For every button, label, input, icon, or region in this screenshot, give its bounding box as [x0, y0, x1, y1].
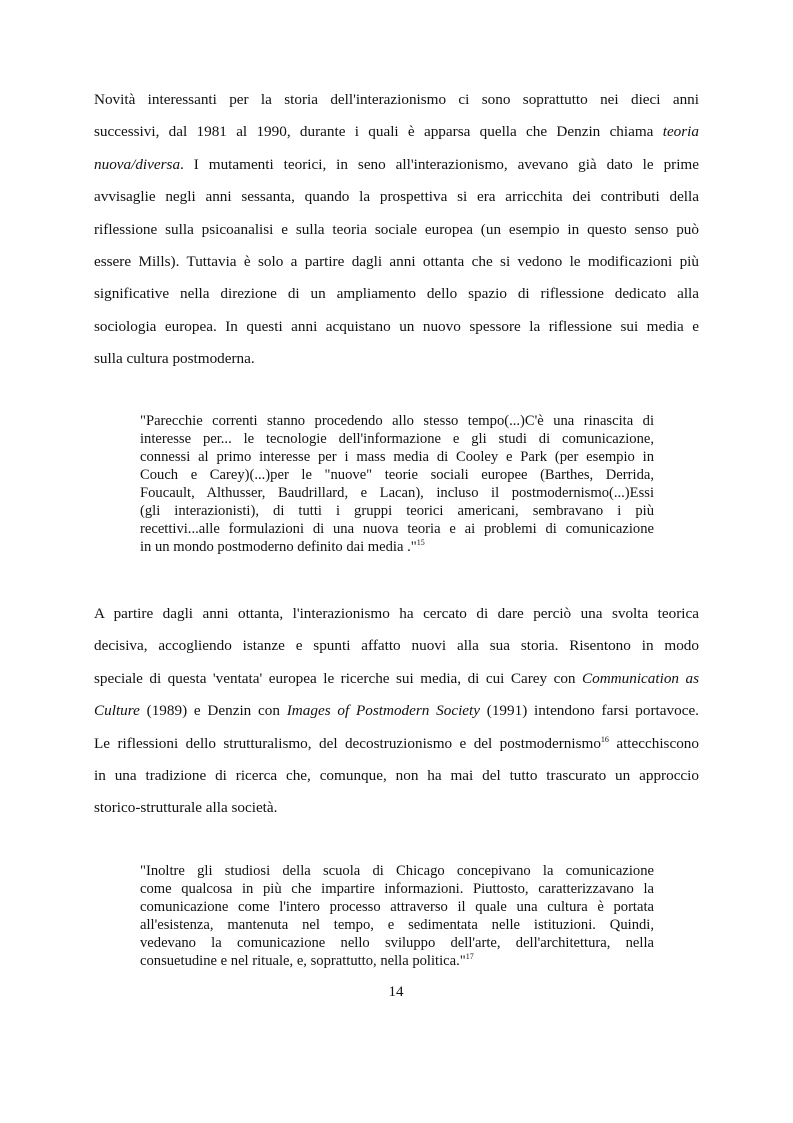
- p1-line-5: riflessione sulla psicoanalisi e sulla teoria sociale europea (un esempio in questo senso può: [94, 220, 699, 238]
- paragraph-2: [94, 598, 699, 825]
- p1-line-1: Novità interessanti per la storia dell'interazionismo ci sono soprattutto nei dieci anni: [94, 91, 699, 108]
- p1-line-2: successivi, dal 1981 al 1990, durante i quali è apparsa quella che Denzin chiama teoria: [94, 123, 699, 141]
- q1-line-7: recettivi...alle formulazioni di una nuova teoria e ai problemi di comunicazione: [140, 521, 654, 537]
- footnote-ref-15: 15: [416, 538, 425, 548]
- q2-line-2: come qualcosa in più che impartire informazioni. Piuttosto, caratterizzavano la: [140, 881, 654, 897]
- footnote-ref-16: 16: [600, 734, 609, 744]
- p2-line-2: decisiva, accogliendo istanze e spunti affatto nuovi alla sua storia. Risentono in modo: [94, 637, 699, 655]
- q2-line-4: all'esistenza, mantenuta nel tempo, e sedimentata nelle istituzioni. Quindi,: [140, 917, 654, 933]
- block-quote-1: [140, 412, 654, 556]
- q1-line-2: interesse per... le tecnologie dell'informazione e gli studi di comunicazione,: [140, 431, 654, 447]
- page-number: 14: [388, 984, 404, 1000]
- p1-line-6: essere Mills). Tuttavia è solo a partire dagli anni ottanta che si vedono le modificazioni più: [94, 253, 699, 271]
- p1-line-3: nuova/diversa. I mutamenti teorici, in seno all'interazionismo, avevano già dato le prime: [94, 155, 699, 173]
- q2-line-6: consuetudine e nel rituale, e, soprattutto, nella politica."$^{17}$: [140, 952, 474, 969]
- p1-line-9: sulla cultura postmoderna.: [94, 350, 255, 368]
- p2-line-1: A partire dagli anni ottanta, l'interazionismo ha cercato di dare perciò una svolta teorica: [94, 605, 699, 622]
- p2-line-3: speciale di questa 'ventata' europea le ricerche sui media, di cui Carey con Communication as: [94, 669, 699, 687]
- q1-line-4: Couch e Carey)(...)per le "nuove" teorie sociali europee (Barthes, Derrida,: [140, 467, 654, 483]
- footnote-ref-17: 17: [465, 952, 474, 962]
- q1-line-5: Foucault, Althusser, Baudrillard, e Lacan), incluso il postmodernismo(...)Essi: [140, 485, 654, 501]
- p1-line-4: avvisaglie negli anni sessanta, quando la prospettiva si era arricchita dei contributi della: [94, 188, 699, 206]
- q1-line-1: "Parecchie correnti stanno procedendo allo stesso tempo(...)C'è una rinascita di: [140, 413, 654, 429]
- p2-line-5: Le riflessioni dello strutturalismo, del decostruzionismo e del postmodernismo$^{16}$ attecchiscono: [94, 734, 699, 752]
- q2-line-5: vedevano la comunicazione nello sviluppo dell'arte, dell'architettura, nella: [140, 935, 654, 951]
- p2-line-4: Culture (1989) e Denzin con Images of Postmodern Society (1991) intendono farsi portavoce.: [94, 702, 699, 720]
- p2-line-6: in una tradizione di ricerca che, comunque, non ha mai del tutto trascurato un approccio: [94, 767, 699, 785]
- p2-line-7: storico-strutturale alla società.: [94, 799, 278, 817]
- p1-line-7: significative nella direzione di un ampliamento dello spazio di riflessione dedicato alla: [94, 285, 699, 303]
- p1-line-8: sociologia europea. In questi anni acquistano un nuovo spessore la riflessione sui media e: [94, 317, 699, 335]
- block-quote-2: [140, 862, 654, 970]
- paragraph-1: [94, 84, 699, 376]
- q1-line-3: connessi al primo interesse per i mass media di Cooley e Park (per esempio in: [140, 449, 654, 465]
- q2-line-1: "Inoltre gli studiosi della scuola di Chicago concepivano la comunicazione: [140, 863, 654, 879]
- q2-line-3: comunicazione come l'intero processo attraverso il quale una cultura è portata: [140, 899, 654, 915]
- q1-line-6: (gli interazionisti), di tutti i gruppi teorici americani, sembravano i più: [140, 503, 654, 519]
- q1-line-8: in un mondo postmoderno definito dai media ."$^{15}$: [140, 538, 425, 555]
